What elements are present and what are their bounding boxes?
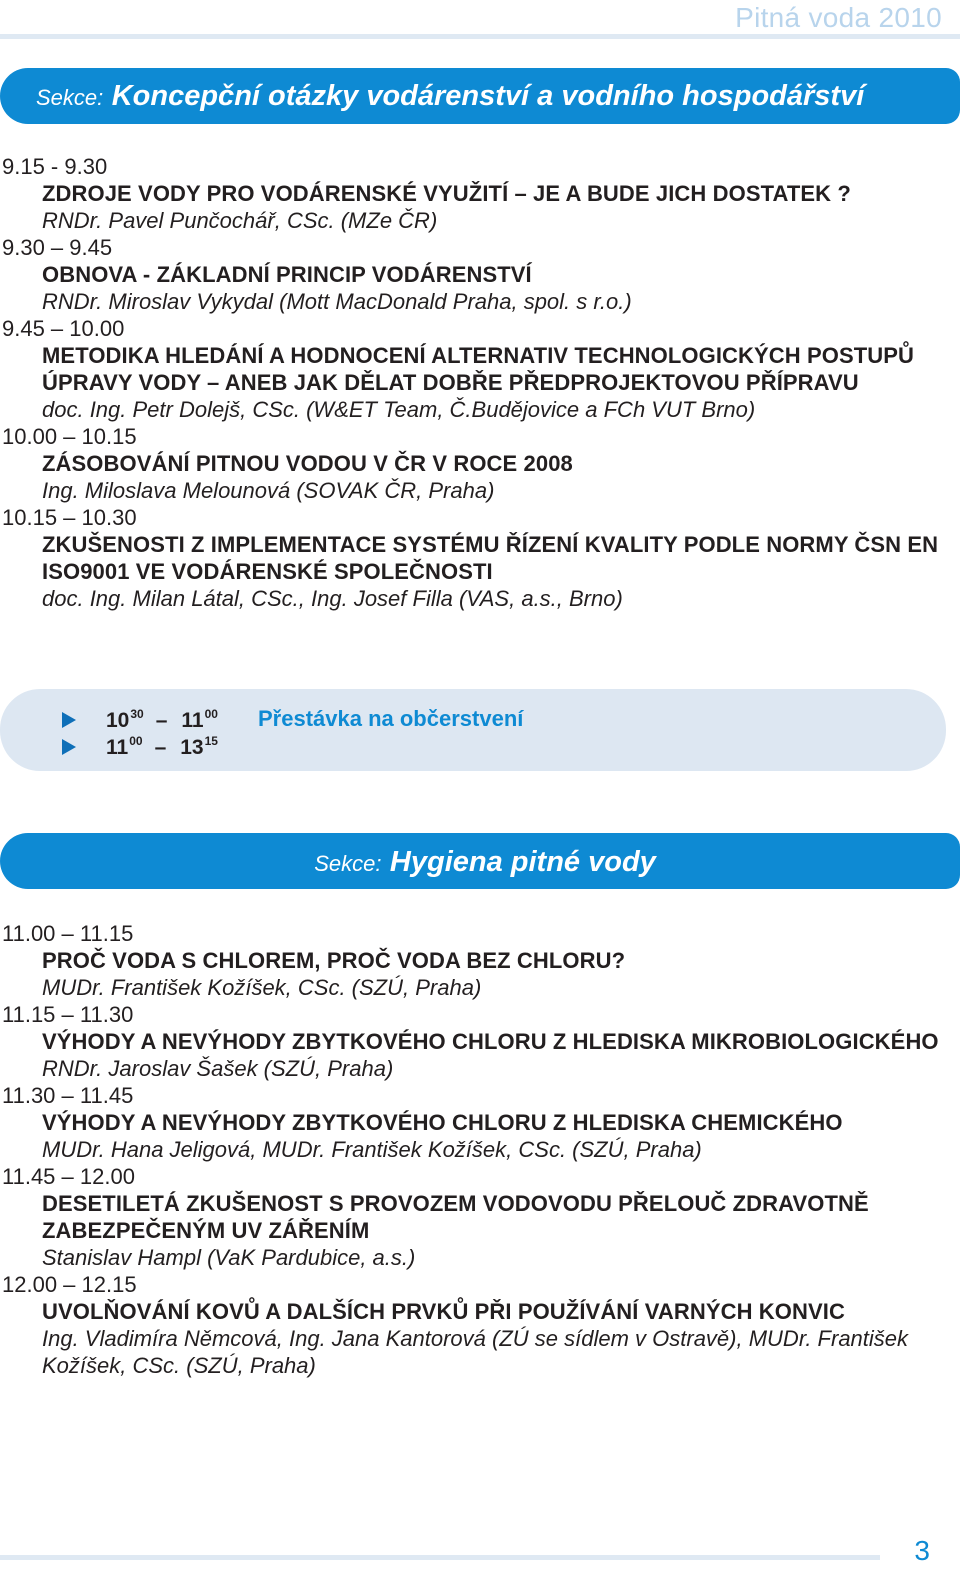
slot-speaker: Ing. Miloslava Melounová (SOVAK ČR, Praha)	[42, 478, 495, 503]
break-end: 13	[180, 736, 204, 759]
session-hygiena	[2, 920, 942, 1379]
slot-title: METODIKA HLEDÁNÍ A HODNOCENÍ ALTERNATIV TECHNOLOGICKÝCH POSTUPŮ ÚPRAVY VODY – ANEB JAK DĚLAT DOBŘE PŘEDPROJEKTOVOU PŘÍPRAVU	[42, 343, 915, 395]
slot-time: 11.15 – 11.30	[2, 1002, 134, 1027]
program-slot	[2, 153, 942, 234]
program-slot	[2, 1163, 942, 1271]
program-slot	[2, 423, 942, 504]
program-slot	[2, 504, 942, 612]
slot-title: OBNOVA - ZÁKLADNÍ PRINCIP VODÁRENSTVÍ	[42, 262, 532, 287]
footer-rule	[0, 1555, 880, 1560]
program-slot	[2, 920, 942, 1001]
break-dash: –	[155, 709, 168, 732]
break-label: Přestávka na občerstvení	[258, 706, 524, 731]
session-koncepcni	[2, 153, 942, 612]
break-end: 11	[181, 709, 204, 732]
slot-title: VÝHODY A NEVÝHODY ZBYTKOVÉHO CHLORU Z HLEDISKA CHEMICKÉHO	[42, 1110, 843, 1135]
slot-speaker: Stanislav Hampl (VaK Pardubice, a.s.)	[42, 1245, 416, 1270]
slot-time: 12.00 – 12.15	[2, 1272, 137, 1297]
section-banner-hygiena	[0, 833, 960, 889]
slot-time: 11.30 – 11.45	[2, 1083, 134, 1108]
program-slot	[2, 315, 942, 423]
slot-speaker: RNDr. Pavel Punčochář, CSc. (MZe ČR)	[42, 208, 438, 233]
program-slot	[2, 234, 942, 315]
header-rule	[0, 34, 960, 39]
program-slot	[2, 1271, 942, 1379]
break-start-minutes: 30	[130, 707, 144, 721]
section-banner-koncepcni	[0, 68, 960, 124]
triangle-right-icon	[62, 712, 76, 728]
slot-time: 10.00 – 10.15	[2, 424, 137, 449]
slot-speaker: MUDr. František Kožíšek, CSc. (SZÚ, Praha)	[42, 975, 482, 1000]
slot-time: 9.30 – 9.45	[2, 235, 113, 260]
section-name: Koncepční otázky vodárenství a vodního hospodářství	[111, 80, 865, 112]
section-name: Hygiena pitné vody	[389, 846, 656, 878]
slot-time: 11.45 – 12.00	[2, 1164, 135, 1189]
program-slot	[2, 1001, 942, 1082]
slot-time: 9.15 - 9.30	[2, 154, 108, 179]
slot-speaker: doc. Ing. Milan Látal, CSc., Ing. Josef Filla (VAS, a.s., Brno)	[42, 586, 623, 611]
slot-title: UVOLŇOVÁNÍ KOVŮ A DALŠÍCH PRVKŮ PŘI POUŽÍVÁNÍ VARNÝCH KONVIC	[42, 1299, 845, 1324]
slot-title: DESETILETÁ ZKUŠENOST S PROVOZEM VODOVODU PŘELOUČ ZDRAVOTNĚ ZABEZPEČENÝM UV ZÁŘENÍM	[42, 1191, 869, 1243]
slot-speaker: RNDr. Jaroslav Šašek (SZÚ, Praha)	[42, 1056, 394, 1081]
break-end-minutes: 15	[204, 734, 218, 748]
section-prefix: Sekce:	[314, 851, 382, 876]
program-slot	[2, 1082, 942, 1163]
slot-speaker: MUDr. Hana Jeligová, MUDr. František Kožíšek, CSc. (SZÚ, Praha)	[42, 1137, 702, 1162]
break-dash: –	[154, 736, 167, 759]
slot-title: ZKUŠENOSTI Z IMPLEMENTACE SYSTÉMU ŘÍZENÍ KVALITY PODLE NORMY ČSN EN ISO9001 VE VODÁRENSKÉ SPOLEČNOSTI	[42, 532, 939, 584]
slot-title: VÝHODY A NEVÝHODY ZBYTKOVÉHO CHLORU Z HLEDISKA MIKROBIOLOGICKÉHO	[42, 1029, 939, 1054]
page-number: 3	[914, 1535, 930, 1566]
section-prefix: Sekce:	[36, 85, 104, 110]
break-time-row	[62, 707, 218, 733]
slot-speaker: RNDr. Miroslav Vykydal (Mott MacDonald Praha, spol. s r.o.)	[42, 289, 632, 314]
slot-time: 10.15 – 10.30	[2, 505, 137, 530]
break-box	[0, 689, 946, 771]
running-header: Pitná voda 2010	[735, 2, 942, 33]
slot-title: PROČ VODA S CHLOREM, PROČ VODA BEZ CHLORU?	[42, 948, 626, 973]
slot-speaker: Ing. Vladimíra Němcová, Ing. Jana Kantorová (ZÚ se sídlem v Ostravě), MUDr. František Kožíšek, CSc. (SZÚ, Praha)	[42, 1326, 909, 1378]
break-end-minutes: 00	[204, 707, 218, 721]
slot-time: 11.00 – 11.15	[2, 921, 134, 946]
slot-time: 9.45 – 10.00	[2, 316, 125, 341]
break-start-minutes: 00	[129, 734, 143, 748]
break-start: 10	[106, 709, 130, 732]
break-start: 11	[106, 736, 129, 759]
slot-speaker: doc. Ing. Petr Dolejš, CSc. (W&ET Team, Č.Budějovice a FCh VUT Brno)	[42, 397, 756, 422]
slot-title: ZÁSOBOVÁNÍ PITNOU VODOU V ČR V ROCE 2008	[42, 451, 573, 476]
triangle-right-icon	[62, 739, 76, 755]
slot-title: ZDROJE VODY PRO VODÁRENSKÉ VYUŽITÍ – JE A BUDE JICH DOSTATEK ?	[42, 181, 851, 206]
break-time-row	[62, 734, 218, 760]
